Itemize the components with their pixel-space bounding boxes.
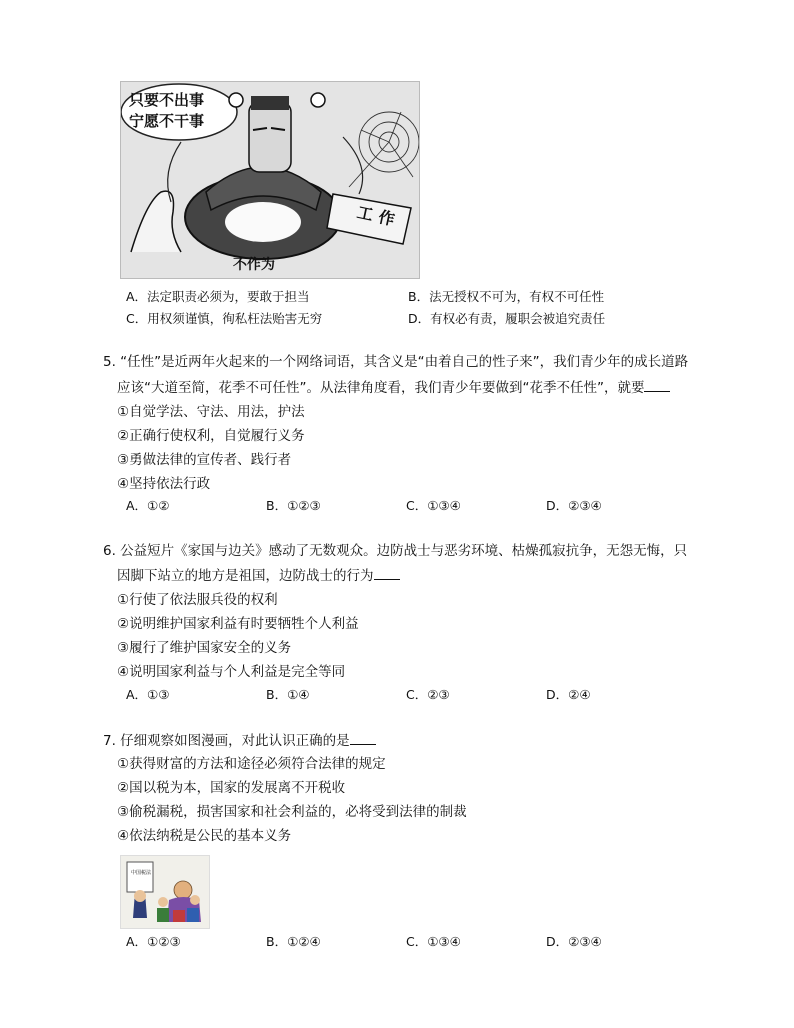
q6-item-4: ④说明国家利益与个人利益是完全等同 [117,664,346,680]
q6-option-c[interactable]: C．②③ [406,687,450,702]
q5-option-d[interactable]: D．②③④ [546,498,602,513]
q7-option-b[interactable]: B．①②④ [266,934,321,949]
q7-stem-wrap [103,730,376,751]
q5-stem-line-2: 应该“大道至简，花季不可任性”。从法律角度看，我们青少年要做到“花季不任性”，就要 [117,380,645,396]
q6-option-b[interactable]: B．①④ [266,687,310,702]
q6-stem-line-2: 因脚下站立的地方是祖国，边防战士的行为 [117,568,374,584]
q5-item-4: ④坚持依法行政 [117,476,211,492]
q7-item-3: ③偷税漏税，损害国家和社会利益的，必将受到法律的制裁 [117,804,467,820]
q6-item-3: ③履行了维护国家安全的义务 [117,640,292,656]
q7-item-4: ④依法纳税是公民的基本义务 [117,828,292,844]
q4-option-b[interactable]: B．法无授权不可为，有权不可任性 [408,289,605,304]
speech-line-2: 宁愿不干事 [129,112,205,130]
q7-item-2: ②国以税为本，国家的发展离不开税收 [117,780,346,796]
q4-option-a[interactable]: A．法定职责必须为，要敢于担当 [126,289,310,304]
q4-option-c[interactable]: C．用权须谨慎，徇私枉法贻害无穷 [126,311,323,326]
q5-stem-line-1: 5. “任性”是近两年火起来的一个网络词语，其含义是“由着自己的性子来”，我们青少年的成长道路 [103,354,689,370]
q5-option-a[interactable]: A．①② [126,498,170,513]
q6-item-2: ②说明维护国家利益有时要牺牲个人利益 [117,616,359,632]
cartoon-caption: 不作为 [233,257,275,273]
q7-option-c[interactable]: C．①③④ [406,934,461,949]
q6-stem-line-2-wrap [117,565,400,586]
q6-stem-line-1: 6. 公益短片《家国与边关》感动了无数观众。边防战士与恶劣环境、枯燥孤寂抗争，无怨无悔，只 [103,543,688,559]
q7-stem: 7. 仔细观察如图漫画，对此认识正确的是 [103,733,350,749]
q5-option-b[interactable]: B．①②③ [266,498,321,513]
speech-line-1: 只要不出事 [129,91,205,109]
q5-item-2: ②正确行使权利，自觉履行义务 [117,428,305,444]
cartoon-tax [120,855,210,929]
q5-item-1: ①自觉学法、守法、用法，护法 [117,404,305,420]
paper-label: 工作 [355,202,403,231]
q5-item-3: ③勇做法律的宣传者、践行者 [117,452,292,468]
q5-answer-blank [644,377,670,392]
q6-item-1: ①行使了依法服兵役的权利 [117,592,278,608]
cartoon-inaction [120,81,420,279]
q7-option-d[interactable]: D．②③④ [546,934,602,949]
q5-option-c[interactable]: C．①③④ [406,498,461,513]
q7-option-a[interactable]: A．①②③ [126,934,181,949]
q7-answer-blank [350,730,376,745]
cartoon-tax-label: 中国税法 [130,870,151,876]
q7-item-1: ①获得财富的方法和途径必须符合法律的规定 [117,756,386,772]
q5-stem-line-2-wrap [117,377,670,398]
q6-option-a[interactable]: A．①③ [126,687,170,702]
cartoon-tax-drawing [121,856,209,928]
q6-option-d[interactable]: D．②④ [546,687,591,702]
q6-answer-blank [374,565,400,580]
q4-option-d[interactable]: D．有权必有责，履职会被追究责任 [408,311,606,326]
